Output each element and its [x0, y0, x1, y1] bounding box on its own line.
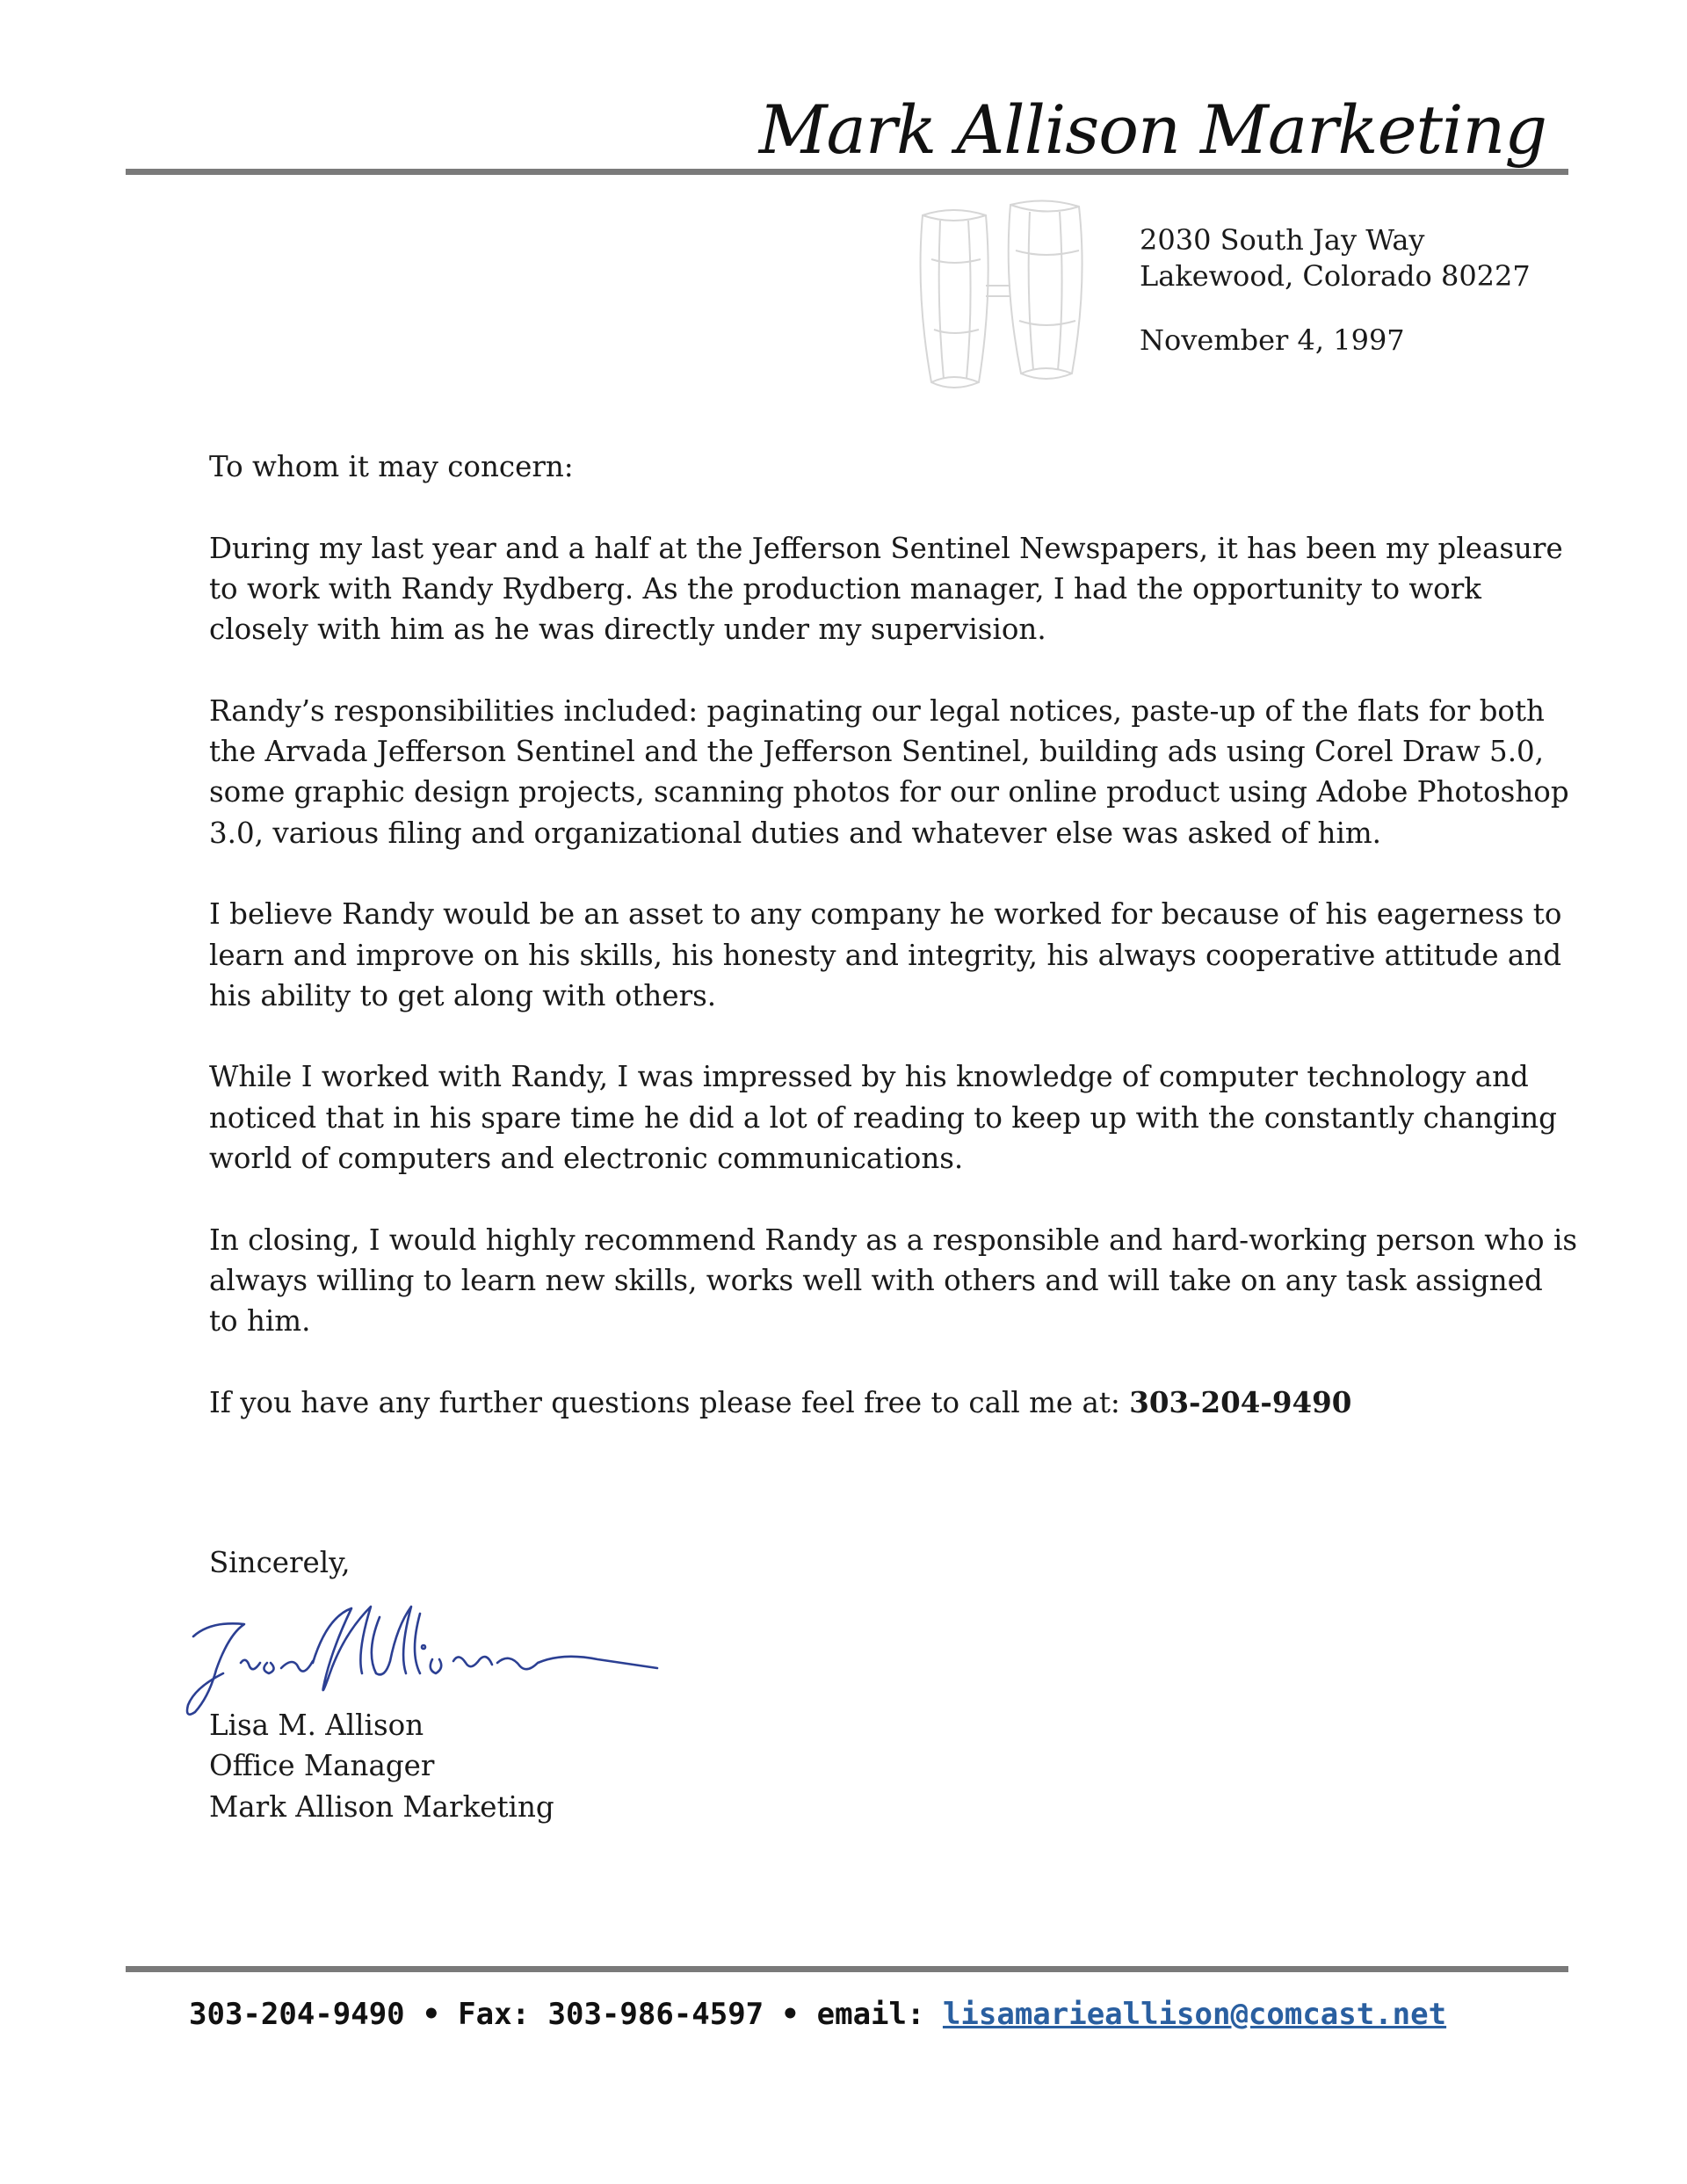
- footer-email-label: email:: [816, 1997, 925, 2032]
- footer-separator-1: •: [422, 1997, 441, 2032]
- contact-phone: 303-204-9490: [1129, 1384, 1352, 1419]
- footer-phone: 303-204-9490: [189, 1997, 405, 2032]
- signer-company: Mark Allison Marketing: [209, 1789, 554, 1824]
- company-logo-text: Mark Allison Marketing: [758, 91, 1546, 169]
- signer-block: [209, 1705, 554, 1827]
- footer-fax-label: Fax:: [458, 1997, 531, 2032]
- signer-name: Lisa M. Allison: [209, 1709, 424, 1742]
- footer-separator-2: •: [781, 1997, 800, 2032]
- paragraph-2: Randy’s responsibilities included: paginating our legal notices, paste-up of the flats for both the Arvada Jefferson Sentinel and the Jefferson Sentinel, building ads using Corel Draw 5.0, some graphic design projects, scanning photos for our online product using Adobe Photoshop 3.0, various filing and organizational duties and whatever else was asked of him.: [209, 693, 1569, 850]
- letter-body: [209, 446, 1580, 1463]
- paragraph-5: In closing, I would highly recommend Randy as a responsible and hard-working person who is always willing to learn new skills, works well with others and will take on any task assigned to him.: [209, 1223, 1578, 1339]
- paragraph-1: During my last year and a half at the Jefferson Sentinel Newspapers, it has been my pleasure to work with Randy Rydberg. As the production manager, I had the opportunity to work closely with him as he was directly under my supervision.: [209, 531, 1563, 647]
- closing: Sincerely,: [209, 1546, 351, 1579]
- paragraph-3: I believe Randy would be an asset to any company he worked for because of his eagerness to learn and improve on his skills, his honesty and integrity, his always cooperative attitude and his ability to get along with others.: [209, 897, 1562, 1012]
- contact-line: If you have any further questions please feel free to call me at:: [209, 1385, 1120, 1419]
- letter-date: November 4, 1997: [1140, 323, 1405, 357]
- signer-title: Office Manager: [209, 1749, 435, 1783]
- header-rule: [126, 169, 1568, 175]
- conga-drums-watermark: [905, 198, 1094, 400]
- paragraph-4: While I worked with Randy, I was impressed by his knowledge of computer technology and noticed that in his spare time he did a lot of reading to keep up with the constantly changing world of computers and electronic communications.: [209, 1060, 1557, 1176]
- contact-paragraph: [209, 1382, 1580, 1423]
- handwritten-signature: [176, 1582, 668, 1723]
- footer-fax: 303-986-4597: [547, 1997, 764, 2032]
- footer-contact: [189, 1997, 1446, 2032]
- address-line-1: 2030 South Jay Way: [1140, 223, 1425, 257]
- address-line-2: Lakewood, Colorado 80227: [1140, 259, 1531, 293]
- salutation: To whom it may concern:: [209, 450, 574, 483]
- footer-email-link[interactable]: lisamarieallison@comcast.net: [942, 1997, 1447, 2032]
- footer-rule: [126, 1966, 1568, 1972]
- sender-address: [1140, 222, 1531, 294]
